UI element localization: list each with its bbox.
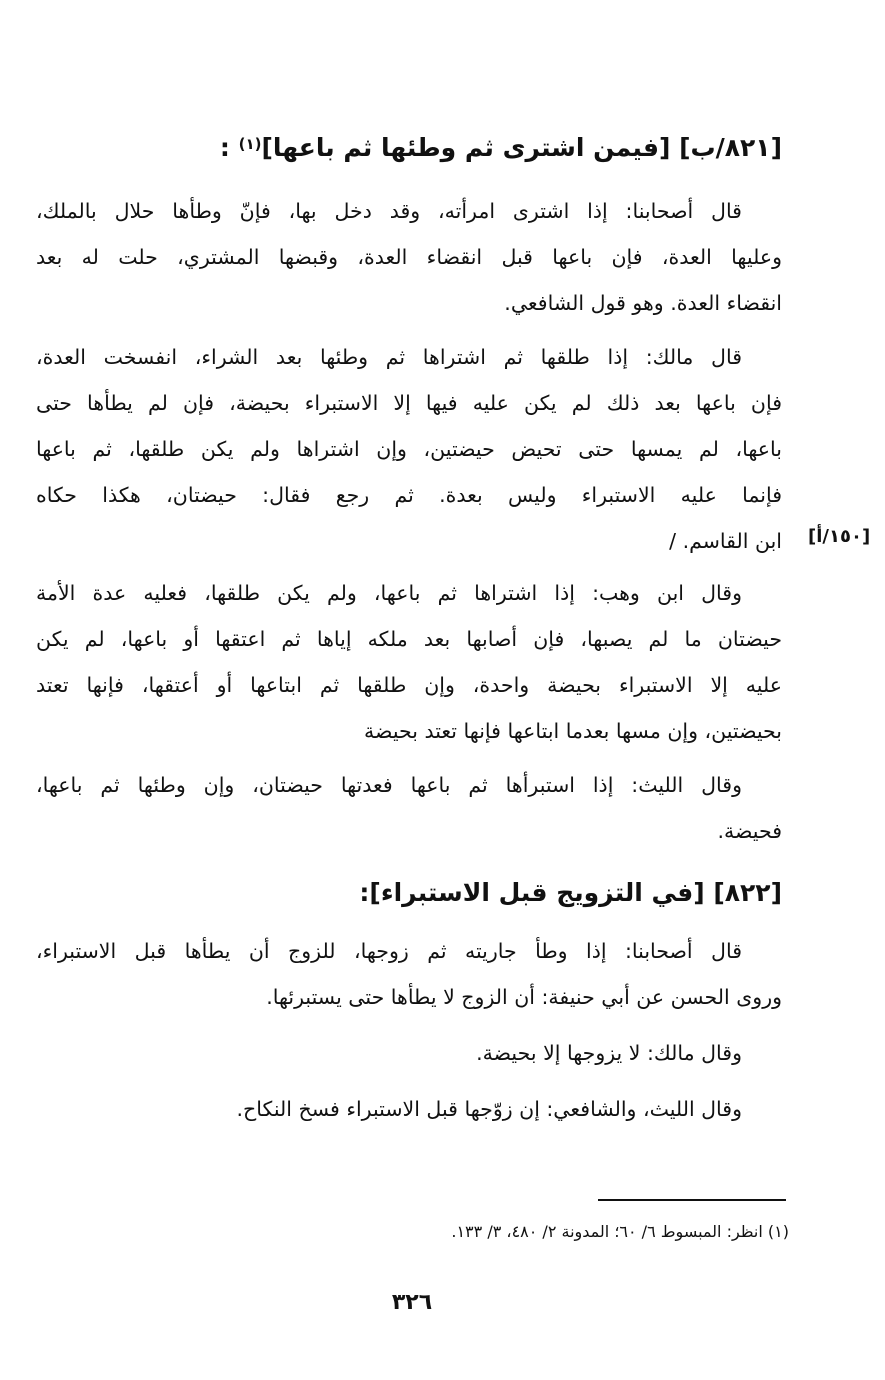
text-line: باعها، لم يمسها حتى تحيض حيضتين، وإن اشتراها ولم يكن طلقها، ثم باعها: [36, 437, 782, 461]
text-line: قال مالك: إذا طلقها ثم اشتراها ثم وطئها بعد الشراء، انفسخت العدة،: [36, 345, 742, 369]
text-line: بحيضتين، وإن مسها بعدما ابتاعها فإنها تعتد بحيضة: [364, 719, 782, 743]
manuscript-folio-marker: [١٥٠/أ]: [808, 526, 871, 547]
footnote-separator: [598, 1199, 786, 1201]
text-line: عليه إلا الاستبراء بحيضة واحدة، وإن طلقها ثم ابتاعها أو أعتقها، فإنها تعتد: [36, 673, 782, 697]
section-822-heading: [٨٢٢] [في التزويج قبل الاستبراء]:: [359, 878, 782, 907]
heading-suffix: :: [219, 133, 239, 162]
text-line: ابن القاسم. /: [669, 529, 782, 553]
text-line: انقضاء العدة. وهو قول الشافعي.: [504, 291, 782, 315]
text-line: فحيضة.: [717, 819, 782, 843]
text-line: وقال ابن وهب: إذا اشتراها ثم باعها، ولم يكن طلقها، فعليه عدة الأمة: [36, 581, 742, 605]
section-822-paragraph-2: [36, 1030, 782, 1076]
text-line: فإنما عليه الاستبراء وليس بعدة. ثم رجع فقال: حيضتان، هكذا حكاه: [36, 483, 782, 507]
section-821-paragraph-4: [36, 762, 782, 854]
section-821-paragraph-2: [36, 334, 782, 564]
section-821-heading-text: [٨٢١/ب] [فيمن اشترى ثم وطئها ثم باعها]: [261, 133, 782, 162]
text-line: وروى الحسن عن أبي حنيفة: أن الزوج لا يطأها حتى يستبرئها.: [266, 985, 782, 1009]
text-line: حيضتان ما لم يصبها، فإن أصابها بعد ملكه إياها ثم اعتقها أو باعها، لم يكن: [36, 627, 782, 651]
text-line: قال أصحابنا: إذا اشترى امرأته، وقد دخل بها، فإنّ وطأها حلال بالملك،: [36, 199, 742, 223]
footnote: (١) انظر: المبسوط ٦/ ٦٠؛ المدونة ٢/ ٤٨٠، ٣/ ١٣٣.: [451, 1222, 789, 1241]
text-line: وعليها العدة، فإن باعها قبل انقضاء العدة، وقبضها المشتري، حلت له بعد: [36, 245, 782, 269]
section-821-paragraph-3: [36, 570, 782, 754]
text-line: قال أصحابنا: إذا وطأ جاريته ثم زوجها، للزوج أن يطأها قبل الاستبراء،: [36, 939, 742, 963]
text-line: فإن باعها بعد ذلك لم يكن عليه فيها إلا الاستبراء بحيضة، فإن لم يطأها حتى: [36, 391, 782, 415]
section-822-paragraph-3: [36, 1086, 782, 1132]
section-821-heading: [36, 128, 782, 168]
text-line: وقال الليث، والشافعي: إن زوّجها قبل الاستبراء فسخ النكاح.: [236, 1097, 742, 1121]
text-line: وقال الليث: إذا استبرأها ثم باعها فعدتها حيضتان، وإن وطئها ثم باعها،: [36, 773, 742, 797]
text-line: وقال مالك: لا يزوجها إلا بحيضة.: [476, 1041, 742, 1065]
page-number: ٣٢٦: [391, 1290, 433, 1315]
footnote-ref: (١): [238, 135, 262, 153]
section-821-paragraph-1: [36, 188, 782, 326]
section-822-paragraph-1: [36, 928, 782, 1020]
